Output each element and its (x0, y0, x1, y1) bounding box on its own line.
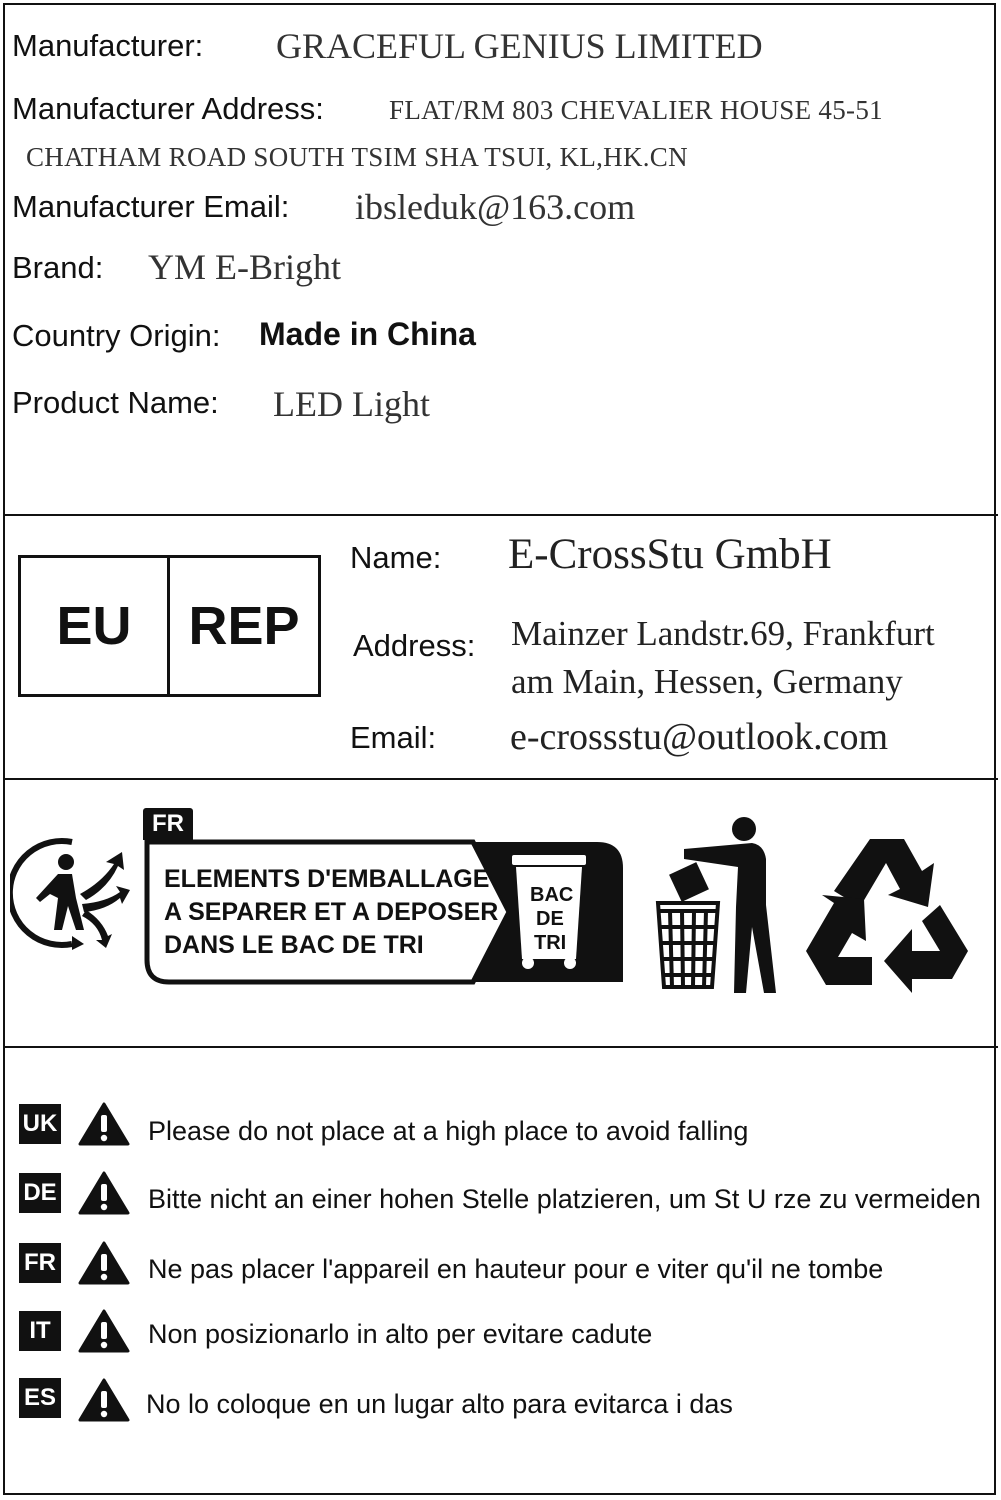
warning-text-de: Bitte nicht an einer hohen Stelle platzieren, um St U rze zu vermeiden (148, 1184, 981, 1214)
fr-country-tab: FR (143, 808, 193, 840)
warning-icon (78, 1377, 130, 1423)
bin-label-tri: TRI (534, 932, 567, 954)
manufacturer-email-value: ibsleduk@163.com (355, 187, 636, 227)
manufacturer-address-label: Manufacturer Address: (12, 91, 324, 126)
section-divider (3, 778, 998, 780)
warning-icon (78, 1240, 130, 1286)
eu-rep-email-value: e-crossstu@outlook.com (510, 716, 888, 758)
brand-value: YM E-Bright (148, 247, 341, 287)
warning-icon (78, 1101, 130, 1147)
warning-text-fr: Ne pas placer l'appareil en hauteur pour e viter qu'il ne tombe (148, 1254, 884, 1284)
eu-rep-symbol (18, 555, 321, 697)
bin-label-bac: BAC (530, 884, 574, 906)
eu-rep-address-label: Address: (353, 628, 476, 663)
country-code-es: ES (19, 1378, 61, 1418)
product-name-label: Product Name: (12, 385, 219, 420)
eu-rep-symbol-eu: EU (56, 596, 132, 656)
country-code-de: DE (19, 1173, 61, 1213)
eu-rep-name-label: Name: (350, 540, 442, 575)
bin-label-de: DE (536, 908, 564, 930)
info-tri-line2: A SEPARER ET A DEPOSER (164, 898, 499, 926)
country-origin-label: Country Origin: (12, 318, 221, 353)
eu-rep-address-line1: Mainzer Landstr.69, Frankfurt (511, 614, 935, 653)
warning-text-es: No lo coloque en un lugar alto para evitarca i das (146, 1389, 733, 1419)
brand-label: Brand: (12, 250, 104, 285)
manufacturer-email-label: Manufacturer Email: (12, 189, 290, 224)
warning-icon (78, 1308, 130, 1354)
warning-text-it: Non posizionarlo in alto per evitare cadute (148, 1319, 653, 1349)
country-code-fr: FR (19, 1243, 61, 1283)
section-divider (3, 1046, 998, 1048)
triman-icon (10, 836, 132, 950)
warning-icon (78, 1170, 130, 1216)
info-tri-line3: DANS LE BAC DE TRI (164, 931, 424, 959)
manufacturer-label: Manufacturer: (12, 28, 204, 63)
manufacturer-address-line2: CHATHAM ROAD SOUTH TSIM SHA TSUI, KL,HK.CN (26, 142, 688, 172)
country-origin-value: Made in China (259, 316, 476, 352)
info-tri-line1: ELEMENTS D'EMBALLAGE (164, 865, 490, 893)
tidyman-icon (654, 815, 794, 997)
manufacturer-value: GRACEFUL GENIUS LIMITED (276, 26, 763, 66)
recycle-arrows-icon (800, 833, 976, 1001)
eu-rep-name-value: E-CrossStu GmbH (508, 531, 832, 578)
manufacturer-address-line1: FLAT/RM 803 CHEVALIER HOUSE 45-51 (389, 95, 883, 125)
eu-rep-email-label: Email: (350, 720, 437, 755)
section-divider (3, 514, 998, 516)
eu-rep-symbol-rep: REP (188, 596, 300, 656)
country-code-it: IT (19, 1311, 61, 1351)
eu-rep-address-line2: am Main, Hessen, Germany (511, 662, 903, 701)
warning-text-uk: Please do not place at a high place to avoid falling (148, 1116, 749, 1146)
country-code-uk: UK (19, 1104, 61, 1144)
product-name-value: LED Light (273, 384, 430, 424)
